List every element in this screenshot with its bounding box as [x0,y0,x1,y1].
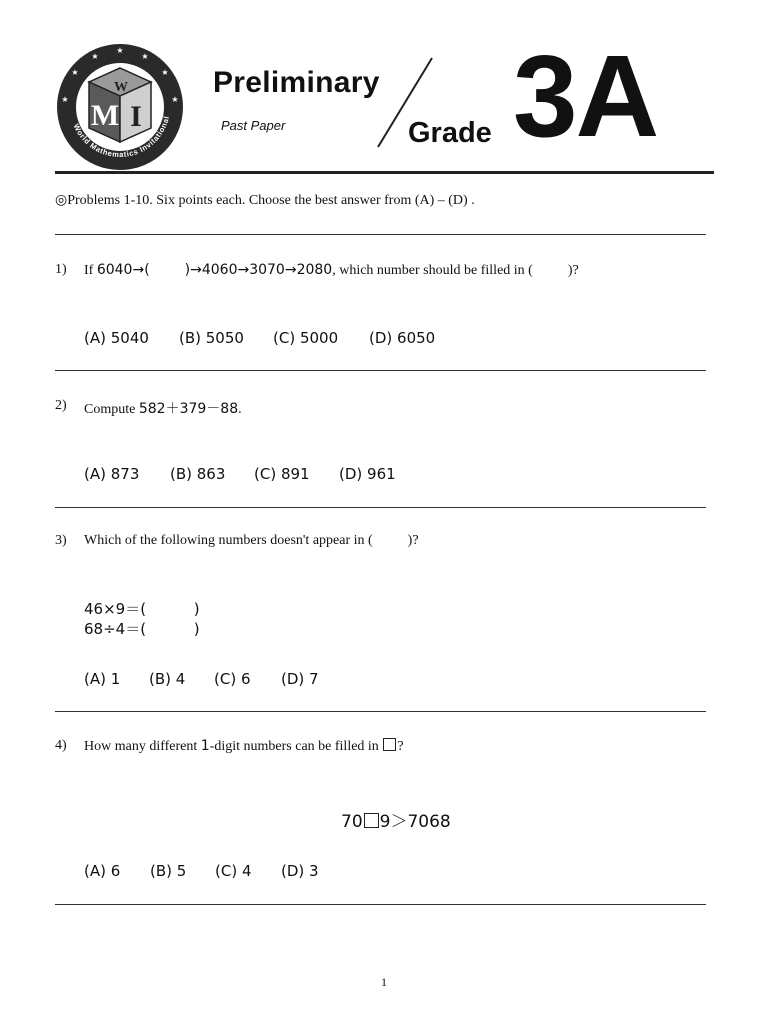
page-subtitle: Past Paper [221,118,286,133]
choice-c[interactable]: (C) 891 [254,465,310,483]
divider [55,507,706,508]
choice-d[interactable]: (D) 6050 [369,329,436,347]
choice-b[interactable]: (B) 863 [170,465,226,483]
problem-number: 4) [55,738,67,753]
equation: 68÷4＝( ) [84,620,200,638]
divider [55,370,706,371]
svg-text:★: ★ [61,95,69,104]
grade-code: 3A [513,31,658,161]
svg-text:★: ★ [71,68,79,77]
svg-text:W: W [114,80,128,95]
choice-a[interactable]: (A) 5040 [84,329,149,347]
svg-text:M: M [90,99,120,132]
svg-text:World Mathematics Invitational: World Mathematics Invitational [71,114,172,160]
problem-text: Which of the following numbers doesn't appear in ( )? [84,533,419,548]
divider [55,904,706,905]
svg-text:★: ★ [161,68,169,77]
choice-c[interactable]: (C) 6 [214,670,251,688]
problem-text: If 6040→( )→4060→3070→2080, which number should be filled in ( )? [84,262,579,278]
choice-a[interactable]: (A) 6 [84,862,121,880]
choice-c[interactable]: (C) 4 [215,862,252,880]
grade-label: Grade [408,117,492,149]
answer-choices [84,670,319,688]
choice-d[interactable]: (D) 961 [339,465,396,483]
choice-b[interactable]: (B) 5050 [179,329,244,347]
svg-text:I: I [130,100,142,133]
blank-box-icon [383,738,396,751]
problem-number: 1) [55,262,67,277]
instructions: ◎Problems 1-10. Six points each. Choose the best answer from (A) – (D) . [55,193,475,208]
blank-box-icon [364,813,379,828]
inequality: 70 9＞7068 [341,812,451,832]
choice-a[interactable]: (A) 1 [84,670,121,688]
equation: 46×9＝( ) [84,600,200,618]
choice-a[interactable]: (A) 873 [84,465,140,483]
svg-text:★: ★ [141,52,149,61]
svg-text:★: ★ [116,46,124,55]
header-rule [55,171,714,174]
answer-choices [84,862,319,880]
wmi-logo [55,42,185,172]
problem-text: How many different 1-digit numbers can be filled in ? [84,738,404,754]
divider [55,234,706,235]
answer-choices [84,465,396,483]
answer-choices [84,329,435,347]
choice-d[interactable]: (D) 3 [281,862,319,880]
problem-number: 2) [55,398,67,413]
divider [55,711,706,712]
page-number: 1 [381,975,387,989]
problem-text: Compute 582＋379－88. [84,401,242,417]
svg-text:★: ★ [91,52,99,61]
page-title: Preliminary [213,66,380,99]
choice-d[interactable]: (D) 7 [281,670,319,688]
choice-c[interactable]: (C) 5000 [273,329,339,347]
svg-text:★: ★ [171,95,179,104]
choice-b[interactable]: (B) 4 [149,670,186,688]
choice-b[interactable]: (B) 5 [150,862,187,880]
problem-number: 3) [55,533,67,548]
